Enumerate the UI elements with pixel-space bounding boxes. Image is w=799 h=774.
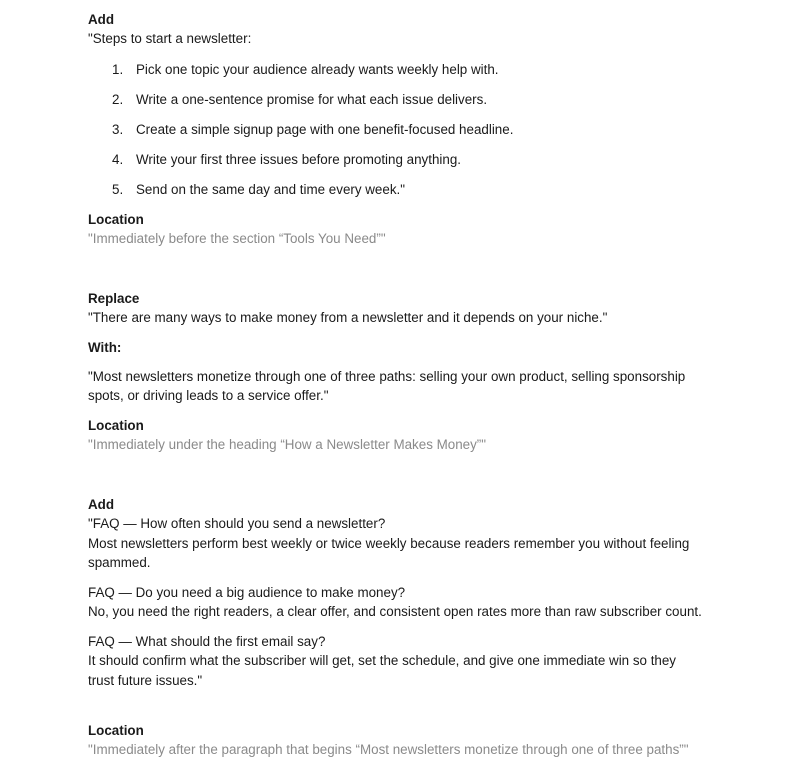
replacement-text (88, 367, 718, 406)
list-item-number: 2. (112, 91, 124, 107)
location-label: Location (88, 211, 144, 227)
list-item (88, 90, 718, 120)
list-item-text: Write a one-sentence promise for what each issue delivers. (136, 91, 488, 107)
list-item-text: Send on the same day and time every week." (136, 181, 405, 197)
location-text: "Immediately after the paragraph that begins “Most newsletters monetize through one of three paths”" (88, 742, 689, 757)
action-label-add: Add (88, 497, 115, 512)
list-item-number: 1. (112, 61, 124, 77)
list-item-text: Create a simple signup page with one benefit-focused headline. (136, 121, 514, 137)
faq-answer: trust future issues." (88, 672, 203, 688)
steps-intro: "Steps to start a newsletter: (88, 31, 252, 46)
list-item (88, 180, 718, 210)
list-item-number: 4. (112, 151, 124, 167)
location-label: Location (88, 723, 144, 738)
action-label-replace: Replace (88, 291, 140, 306)
replacement-line: "Most newsletters monetize through one of three paths: selling your own product, selling sponsorship (88, 368, 686, 384)
faq-item (88, 632, 718, 691)
faq-answer: Most newsletters perform best weekly or twice weekly because readers remember you without feeling (88, 535, 690, 551)
list-item-text: Pick one topic your audience already wants weekly help with. (136, 61, 499, 77)
list-item-text: Write your first three issues before promoting anything. (136, 151, 461, 167)
list-item (88, 120, 718, 150)
edit-block-replace (88, 289, 718, 454)
edit-block-add-steps (88, 10, 718, 248)
replacement-line: spots, or driving leads to a service offer." (88, 388, 329, 403)
location-text: "Immediately under the heading “How a Newsletter Makes Money”" (88, 436, 487, 452)
original-text: "There are many ways to make money from a newsletter and it depends on your niche." (88, 310, 608, 325)
faq-answer: No, you need the right readers, a clear offer, and consistent open rates more than raw subscriber count. (88, 604, 702, 619)
with-label: With: (88, 339, 122, 355)
list-item (88, 60, 718, 90)
action-label-add: Add (88, 12, 115, 27)
faq-answer: It should confirm what the subscriber will get, set the schedule, and give one immediate win so they (88, 653, 677, 668)
location-label: Location (88, 417, 144, 433)
faq-item (88, 583, 718, 622)
list-item (88, 150, 718, 180)
location-text: "Immediately before the section “Tools You Need”" (88, 230, 386, 246)
faq-answer: spammed. (88, 555, 151, 570)
list-item-number: 5. (112, 181, 124, 197)
steps-list (88, 60, 718, 210)
faq-question: FAQ — What should the first email say? (88, 633, 326, 649)
faq-item (88, 514, 718, 573)
list-item-number: 3. (112, 121, 124, 137)
document-body (88, 10, 718, 760)
edit-block-add-faq (88, 495, 718, 760)
faq-question: FAQ — Do you need a big audience to make money? (88, 584, 406, 600)
faq-question: "FAQ — How often should you send a newsletter? (88, 516, 386, 531)
